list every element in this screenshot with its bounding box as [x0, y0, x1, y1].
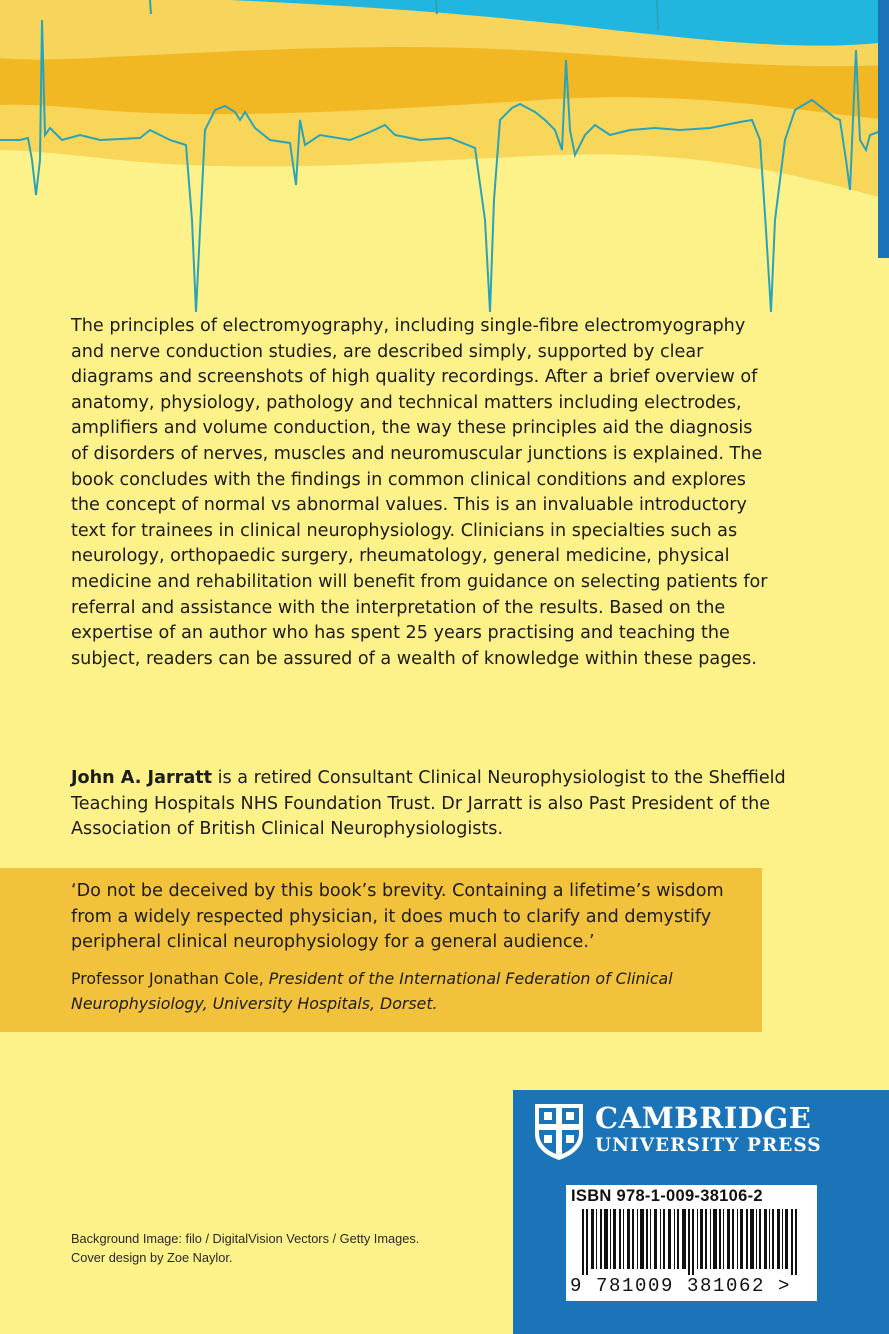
- waveform-trace-tips-2: [436, 0, 437, 14]
- endorsement-attribution: [71, 966, 751, 1016]
- barcode-digits: 9 781009 381062 >: [570, 1275, 792, 1297]
- book-description: The principles of electromyography, including single-fibre electromyography and nerve conduction studies, are described simply, supported by clear diagrams and screenshots of high quality recordings. After a brief overview of anatomy, physiology, pathology and technical matters including electrodes, amplifiers and volume conduction, the way these principles aid the diagnosis of disorders of nerves, muscles and neuromuscular junctions is explained. The book concludes with the findings in common clinical conditions and explores the concept of normal vs abnormal values. This is an invaluable introductory text for trainees in clinical neurophysiology. Clinicians in specialties such as neurology, orthopaedic surgery, rheumatology, general medicine, physical medicine and rehabilitation will benefit from guidance on selecting patients for referral and assistance with the interpretation of the results. Based on the expertise of an author who has spent 25 years practising and teaching the subject, readers can be assured of a wealth of knowledge within these pages.: [71, 316, 768, 669]
- cambridge-crest-icon: [533, 1102, 585, 1162]
- cover-credits: [71, 1229, 491, 1267]
- design-credit: Cover design by Zoe Naylor.: [71, 1250, 233, 1265]
- endorser-name: Professor Jonathan Cole,: [71, 969, 269, 988]
- edge-strip: [878, 0, 889, 258]
- author-bio-text: is a retired Consultant Clinical Neurophysiologist to the Sheffield Teaching Hospitals NHS Foundation Trust. Dr Jarratt is also Past President of the Association of British Clinical Neurophysiologists.: [71, 768, 786, 840]
- endorser-affiliation: President of the International Federation of Clinical Neurophysiology, University Hospitals, Dorset.: [71, 969, 673, 1013]
- endorsement-quote: ‘Do not be deceived by this book’s brevity. Containing a lifetime’s wisdom from a widely respected physician, it does much to clarify and demystify peripheral clinical neurophysiology for a general audience.’: [71, 881, 724, 953]
- author-name: John A. Jarratt: [71, 768, 213, 788]
- endorsement-box: [0, 868, 762, 1032]
- author-bio: [71, 766, 791, 843]
- publisher-name-line2: UNIVERSITY PRESS: [595, 1135, 822, 1156]
- waveform-trace-tips: [150, 0, 151, 14]
- publisher-panel: [513, 1090, 889, 1334]
- publisher-name: [595, 1102, 885, 1157]
- publisher-name-line1: CAMBRIDGE: [595, 1101, 812, 1135]
- image-credit: Background Image: filo / DigitalVision Vectors / Getty Images.: [71, 1231, 420, 1246]
- barcode-bars: [582, 1209, 802, 1275]
- header-waveform-art: [0, 0, 889, 320]
- isbn-barcode: [566, 1185, 817, 1301]
- waveform-trace-tips-3: [657, 0, 658, 30]
- isbn-label: ISBN 978-1-009-38106-2: [571, 1187, 763, 1205]
